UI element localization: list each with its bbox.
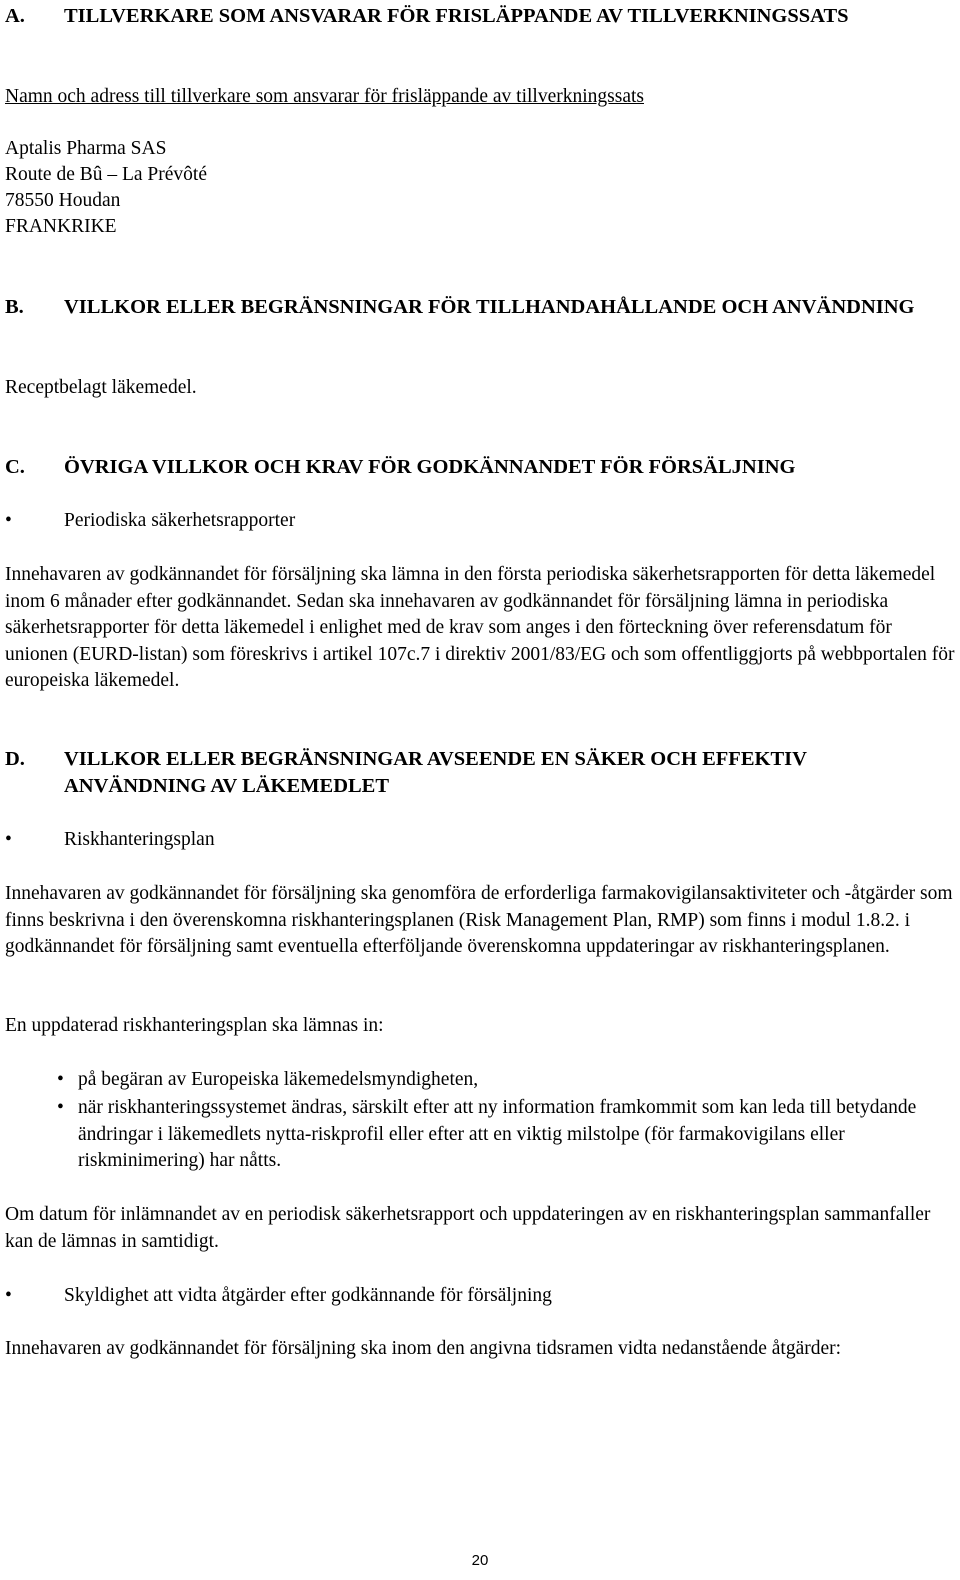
- section-c-title: ÖVRIGA VILLKOR OCH KRAV FÖR GODKÄNNANDET FÖR FÖRSÄLJNING: [64, 456, 796, 478]
- bullet-icon: •: [57, 1097, 64, 1118]
- rmp-update-intro: En uppdaterad riskhanteringsplan ska lämnas in:: [5, 1015, 384, 1036]
- manufacturer-subheading: Namn och adress till tillverkare som ansvarar för frisläppande av tillverkningssats: [5, 86, 644, 107]
- rmp-update-item-2-text: när riskhanteringssystemet ändras, särskilt efter att ny information framkommit som kan leda till betydande ändringar i läkemedlets nytta-riskprofil eller efter att en viktig milstolpe (för farmakovigilans eller riskminimering) har nåtts.: [78, 1097, 917, 1171]
- section-d-title: VILLKOR ELLER BEGRÄNSNINGAR AVSEENDE EN SÄKER OCH EFFEKTIV ANVÄNDNING AV LÄKEMEDLET: [64, 748, 807, 797]
- address-line-4: FRANKRIKE: [5, 216, 117, 237]
- section-a-letter: A.: [5, 5, 25, 27]
- prescription-status-text: Receptbelagt läkemedel.: [5, 377, 197, 398]
- post-auth-paragraph: Innehavaren av godkännandet för försäljning ska inom den angivna tidsramen vidta nedanstående åtgärder:: [5, 1338, 842, 1359]
- bullet-icon: •: [5, 1285, 12, 1306]
- address-line-2: Route de Bû – La Prévôté: [5, 164, 207, 185]
- simultaneous-submission-paragraph: Om datum för inlämnandet av en periodisk säkerhetsrapport och uppdateringen av en riskhanteringsplan sammanfaller kan de lämnas in samtidigt.: [5, 1204, 931, 1252]
- page-number: 20: [471, 1552, 489, 1569]
- section-d-letter: D.: [5, 748, 25, 770]
- section-c-letter: C.: [5, 456, 25, 478]
- rmp-bullet-label: Riskhanteringsplan: [64, 829, 215, 850]
- post-auth-bullet-label: Skyldighet att vidta åtgärder efter godkännande för försäljning: [64, 1285, 552, 1306]
- section-b-title: VILLKOR ELLER BEGRÄNSNINGAR FÖR TILLHANDAHÅLLANDE OCH ANVÄNDNING: [64, 296, 915, 318]
- bullet-icon: •: [5, 510, 12, 531]
- psur-paragraph: Innehavaren av godkännandet för försäljning ska lämna in den första periodiska säkerhetsrapporten för detta läkemedel inom 6 månader efter godkännandet. Sedan ska innehavaren av godkännandet för försäljning lämna in periodiska säkerhetsrapporter för detta läkemedel i enlighet med de krav som anges i den förteckning över referensdatum för unionen (EURD-listan) som föreskrivs i artikel 107c.7 i direktiv 2001/83/EG och som offentliggjorts på webbportalen för europeiska läkemedel.: [5, 564, 955, 691]
- address-line-1: Aptalis Pharma SAS: [5, 138, 167, 159]
- bullet-icon: •: [57, 1069, 64, 1090]
- rmp-update-item-1-text: på begäran av Europeiska läkemedelsmyndigheten,: [78, 1069, 479, 1090]
- address-line-3: 78550 Houdan: [5, 190, 121, 211]
- bullet-icon: •: [5, 829, 12, 850]
- rmp-paragraph: Innehavaren av godkännandet för försäljning ska genomföra de erforderliga farmakovigilansaktiviteter och -åtgärder som finns beskrivna i den överenskomna riskhanteringsplanen (Risk Management Plan, RMP) som finns i modul 1.8.2. i godkännandet för försäljning samt eventuella efterföljande överenskomna uppdateringar av riskhanteringsplanen.: [5, 883, 953, 957]
- section-a-title: TILLVERKARE SOM ANSVARAR FÖR FRISLÄPPANDE AV TILLVERKNINGSSATS: [64, 5, 849, 27]
- section-b-letter: B.: [5, 296, 24, 318]
- psur-bullet-label: Periodiska säkerhetsrapporter: [64, 510, 296, 531]
